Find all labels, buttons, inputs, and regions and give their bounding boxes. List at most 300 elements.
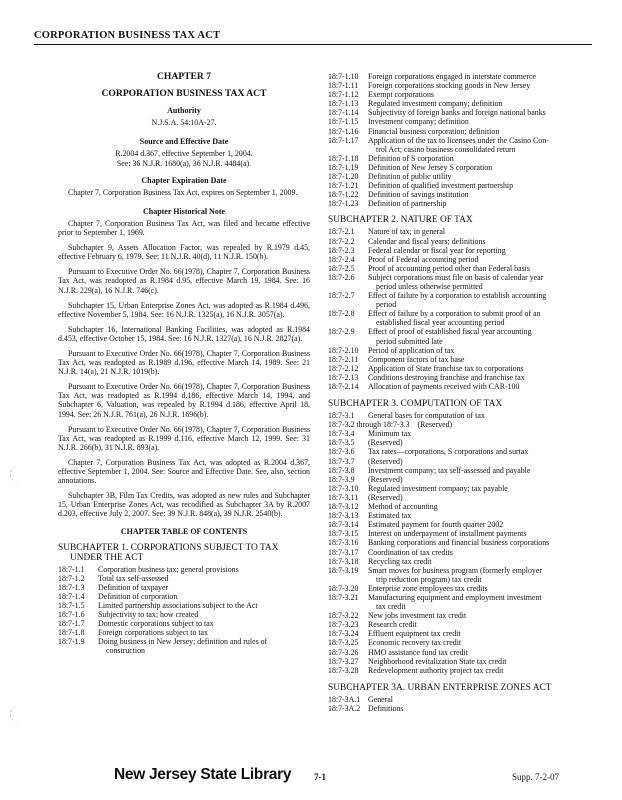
toc-entry [328, 629, 590, 638]
section-number: 18:7-3.25 [328, 638, 359, 648]
section-caption-text: Effect of proof of established fiscal year accounting [368, 327, 532, 337]
toc-entry [328, 227, 590, 236]
section-caption [368, 364, 590, 373]
section-number: 18:7-3.28 [328, 665, 359, 675]
section-caption-text: Foreign corporations stocking goods in New Jersey [368, 81, 531, 91]
section-number: 18:7-2.12 [328, 363, 359, 373]
section-caption-text: Foreign corporations subject to tax [98, 628, 209, 638]
section-caption-text: (Reserved) [368, 492, 403, 502]
section-caption [368, 638, 590, 647]
section-caption [368, 629, 590, 638]
section-number: 18:7-1.15 [328, 117, 359, 127]
toc-entry [328, 199, 590, 208]
section-caption [368, 99, 590, 108]
section-caption-text: Proof of Federal accounting period [368, 254, 479, 264]
section-number: 18:7-1.10 [328, 72, 359, 81]
subchapter-1-list [58, 565, 310, 656]
section-number: 18:7-1.8 [58, 628, 85, 638]
section-number: 18:7-1.19 [328, 162, 359, 172]
section-number: 18:7-3.19 [328, 565, 359, 575]
section-caption [368, 346, 590, 355]
section-caption [368, 566, 590, 584]
toc-entry [328, 566, 590, 584]
section-caption-text: Economic recovery tax credit [368, 638, 462, 648]
section-caption [368, 493, 590, 502]
section-caption-continuation: established fiscal year accounting period [376, 318, 505, 328]
section-caption-text: Definition of taxpayer [98, 582, 169, 592]
history-notes [58, 219, 310, 519]
section-caption [368, 548, 590, 557]
section-caption [368, 227, 590, 236]
section-number: 18:7-3.9 [328, 474, 355, 484]
toc-entry [58, 619, 310, 628]
section-caption [98, 619, 310, 628]
history-note: Subchapter 9, Assets Allocation Factor, was repealed by R.1979 d.45, effective February 6, 1979. See: 11 N.J.R. 40(d), 11 N.J.R. 150(b). [58, 243, 310, 262]
section-number: 18:7-2.7 [328, 291, 355, 301]
section-caption-text: Tax rates—corporations, S corporations and surtax [368, 447, 529, 457]
punch-hole-mark [10, 706, 27, 722]
section-number: 18:7-2.5 [328, 263, 355, 273]
history-note: Pursuant to Executive Order No. 66(1978), Chapter 7, Corporation Business Tax Act, was readopted as R.1999 d.116, effective March 12, 1999. See: 31 N.J.R. 266(b), 31 N.J.R. 893(a). [58, 424, 310, 452]
toc-entry [328, 557, 590, 566]
chapter-label: CHAPTER 7 [156, 71, 212, 82]
section-number: 18:7-1.4 [58, 591, 85, 601]
section-number: 18:7-3.12 [328, 502, 359, 512]
section-caption-text: Subject corporations must file on basis of calendar year [368, 272, 544, 282]
toc-entry [328, 255, 590, 264]
section-number: 18:7-1.14 [328, 108, 359, 118]
section-caption [368, 538, 590, 547]
toc-entry [328, 638, 590, 647]
section-number: 18:7-1.6 [58, 610, 85, 620]
section-caption-text: Regulated investment company; tax payable [368, 483, 508, 493]
section-caption [368, 466, 590, 475]
supplement-date: Supp. 7-2-07 [512, 772, 559, 782]
section-caption [368, 704, 590, 713]
section-caption-text: Effluent equipment tax credit [368, 629, 461, 639]
section-caption [368, 264, 590, 273]
subchapter-2-title: SUBCHAPTER 2. NATURE OF TAX [328, 215, 473, 226]
section-caption-text: Estimated tax [368, 511, 412, 521]
toc-entry [328, 493, 590, 502]
section-number: 18:7-3.10 [328, 483, 359, 493]
section-caption [98, 628, 310, 637]
section-caption-text: HMO assistance fund tax credit [368, 647, 468, 657]
section-caption [98, 565, 310, 574]
toc-entry [328, 438, 590, 447]
section-caption [368, 163, 590, 172]
toc-entry [328, 237, 590, 246]
punch-hole-mark [10, 466, 27, 482]
section-number: 18:7-1.7 [58, 619, 85, 629]
section-caption-text: Definition of savings institution [368, 190, 469, 200]
history-note: Subchapter 15, Urban Enterprise Zones Act, was adopted as R.1984 d.496, effective November 5, 1984. See: 16 N.J.R. 1325(a), 16 N.J.R. 3057(a). [58, 300, 310, 319]
section-number: 18:7-1.9 [58, 637, 85, 647]
section-caption-continuation: trip reduction program) tax credit [376, 574, 482, 584]
section-caption-text: Limited partnership associations subject to the Act [98, 600, 258, 610]
running-header: CORPORATION BUSINESS TAX ACT [34, 30, 221, 41]
section-number: 18:7-3.11 [328, 492, 359, 502]
section-number: 18:7-3.2 through 18:7-3.3 [328, 420, 410, 430]
section-caption-text: Definitions [368, 703, 404, 713]
section-caption [368, 136, 590, 154]
section-caption [368, 429, 590, 438]
section-caption-text: Application of State franchise tax to corporations [368, 363, 524, 373]
section-caption-text: Subjectivity to tax; how created [98, 610, 199, 620]
history-title: Chapter Historical Note [142, 206, 226, 216]
section-number: 18:7-2.1 [328, 227, 355, 237]
section-caption [368, 447, 590, 456]
toc-entry [328, 127, 590, 136]
toc-entry [328, 136, 590, 154]
section-caption [368, 355, 590, 364]
section-caption [368, 484, 590, 493]
section-caption-text: Effect of failure by a corporation to establish accounting [368, 291, 547, 301]
toc-entry [58, 637, 310, 655]
toc-entry [58, 601, 310, 610]
toc-entry [328, 172, 590, 181]
section-number: 18:7-3.7 [328, 456, 355, 466]
expiration-title: Chapter Expiration Date [141, 175, 227, 185]
section-caption [98, 592, 310, 601]
section-number: 18:7-1.21 [328, 181, 359, 191]
toc-entry [328, 117, 590, 126]
toc-entry [328, 695, 590, 704]
toc-entry [328, 291, 590, 309]
section-caption [368, 172, 590, 181]
section-caption [368, 411, 590, 420]
section-caption [368, 520, 590, 529]
toc-entry [328, 99, 590, 108]
section-caption-text: Federal calendar or fiscal year for reporting [368, 245, 506, 255]
toc-entry [328, 181, 590, 190]
toc-entry [328, 90, 590, 99]
toc-entry [328, 108, 590, 117]
toc-entry [58, 592, 310, 601]
section-caption-text: Minimum tax [368, 429, 412, 439]
toc-entry [328, 657, 590, 666]
section-caption-text: (Reserved) [417, 420, 453, 430]
toc-entry [328, 538, 590, 547]
section-caption [368, 666, 590, 675]
source-title: Source and Effective Date [139, 137, 229, 147]
section-caption [368, 190, 590, 199]
section-caption-text: Definition of partnership [368, 199, 447, 209]
history-note: Pursuant to Executive Order No. 66(1978), Chapter 7, Corporation Business Tax Act, was readopted as R.1989 d.196, effective March 14, 1989. See: 21 N.J.R. 14(a), 21 N.J.R. 1019(b). [58, 348, 310, 377]
section-number: 18:7-2.2 [328, 236, 355, 246]
section-number: 18:7-2.8 [328, 309, 355, 319]
section-caption [368, 81, 590, 90]
section-caption [368, 309, 590, 327]
toc-entry [328, 163, 590, 172]
section-caption-text: Manufacturing equipment and employment investment [368, 592, 542, 602]
section-caption [368, 593, 590, 611]
subchapter-1-title [58, 543, 310, 563]
section-caption [368, 657, 590, 666]
toc-entry [58, 565, 310, 574]
section-number: 18:7-3.17 [328, 547, 359, 557]
toc-entry [58, 610, 310, 619]
section-caption-text: Banking corporations and financial business corporations [368, 538, 550, 548]
section-caption-continuation: period [376, 300, 397, 310]
toc-entry [328, 420, 590, 429]
section-caption [368, 273, 590, 291]
section-number: 18:7-3.5 [328, 438, 355, 448]
toc-title: CHAPTER TABLE OF CONTENTS [120, 527, 248, 537]
source-text-2: See: 36 N.J.R. 1680(a), 36 N.J.R. 4484(a). [116, 158, 252, 168]
section-caption [368, 511, 590, 520]
section-caption [368, 382, 590, 391]
section-caption-continuation: construction [106, 646, 146, 656]
section-caption-text: Regulated investment company; definition [368, 99, 503, 109]
section-number: 18:7-3.23 [328, 620, 359, 630]
section-caption-text: Doing business in New Jersey; definition and rules of [98, 637, 268, 647]
section-caption [368, 199, 590, 208]
section-caption [368, 611, 590, 620]
section-number: 18:7-1.2 [58, 573, 85, 583]
section-number: 18:7-3.24 [328, 629, 359, 639]
toc-entry [328, 648, 590, 657]
section-caption-text: Investment company; definition [368, 117, 469, 127]
subchapter-3-list [328, 411, 590, 675]
section-number: 18:7-3.6 [328, 447, 355, 457]
section-caption [368, 584, 590, 593]
page-number: 7-1 [314, 772, 326, 782]
section-number: 18:7-3A.2 [328, 703, 361, 713]
section-number: 18:7-1.12 [328, 90, 359, 100]
section-caption [368, 181, 590, 190]
expiration-text: Chapter 7, Corporation Business Tax Act, expires on September 1, 2009. [68, 187, 298, 197]
section-caption [368, 154, 590, 163]
toc-entry [328, 593, 590, 611]
toc-entry [328, 529, 590, 538]
section-caption [368, 237, 590, 246]
subchapter-1-title-line1: SUBCHAPTER 1. CORPORATIONS SUBJECT TO TAX [58, 542, 279, 553]
section-number: 18:7-3.14 [328, 520, 359, 530]
authority-text: N.J.S.A. 54:10A-27. [151, 118, 217, 128]
section-number: 18:7-3.8 [328, 465, 355, 475]
section-caption [368, 291, 590, 309]
right-column [328, 72, 590, 713]
toc-entry [58, 574, 310, 583]
section-caption-text: Component factors of tax base [368, 354, 465, 364]
toc-entry [328, 520, 590, 529]
section-caption-text: General bases for computation of tax [368, 411, 485, 421]
section-caption-text: Coordination of tax credits [368, 547, 453, 557]
section-caption [368, 108, 590, 117]
section-caption [368, 529, 590, 538]
section-number: 18:7-1.11 [328, 81, 359, 91]
section-caption-text: Enterprise zone employees tax credits [368, 583, 488, 593]
subchapter-1-title-line2: UNDER THE ACT [70, 552, 144, 563]
toc-entry [328, 429, 590, 438]
toc-entry [328, 364, 590, 373]
section-caption [368, 502, 590, 511]
toc-entry [328, 373, 590, 382]
section-caption [98, 601, 310, 610]
history-note: Subchapter 3B, Film Tax Credits, was adopted as new rules and Subchapter 15, Urban Enterprise Zones Act, was recodified as Subchapter 3A by R.2007 d.203, effective July 2, 2007. See: 39 N.J.R. 848(a), 39 N.J.R. 2540(b). [58, 491, 310, 519]
section-number: 18:7-1.20 [328, 172, 359, 182]
toc-entry [328, 502, 590, 511]
section-number: 18:7-3.20 [328, 583, 359, 593]
section-number: 18:7-1.16 [328, 126, 359, 136]
section-caption-text: (Reserved) [368, 474, 403, 484]
section-caption-text: Conditions destroying franchise and franchise tax [368, 372, 525, 382]
section-number: 18:7-1.17 [328, 135, 359, 145]
section-caption [368, 620, 590, 629]
section-number: 18:7-3.22 [328, 611, 359, 621]
section-caption-continuation: period unless otherwise permitted [376, 281, 483, 291]
section-caption [368, 117, 590, 126]
history-note: Pursuant to Executive Order No. 66(1978), Chapter 7, Corporation Business Tax Act, was readopted as R.1984 d.95, effective March 19, 1984. See: 16 N.J.R. 229(a), 16 N.J.R. 746(c). [58, 267, 310, 295]
section-caption-continuation: period submitted late [376, 336, 443, 346]
section-caption-text: Allocation of payments received with CAR-100 [368, 382, 520, 391]
section-caption [368, 475, 590, 484]
section-caption-text: Corporation business tax; general provisions [98, 564, 239, 574]
section-caption-text: Interest on underpayment of installment payments [368, 529, 527, 539]
toc-entry [328, 704, 590, 713]
history-note: Subchapter 16, International Banking Facilities, was adopted as R.1984 d.453, effective October 15, 1984. See: 16 N.J.R. 1327(a), 16 N.J.R. 2827(a). [58, 324, 310, 343]
section-caption [368, 648, 590, 657]
toc-entry [328, 611, 590, 620]
section-caption [368, 127, 590, 136]
section-caption-continuation: tax credit [376, 602, 406, 612]
history-note: Pursuant to Executive Order No. 66(1978), Chapter 7, Corporation Business Tax Act, was readopted as R.1994 d.186, effective March 14, 1994, and Subchapter 6, Valuation, was repealed by R.1994 d.186, effective April 18, 1994. See: 26 N.J.R. 761(a), 26 N.J.R. 1696(b). [58, 382, 310, 419]
section-caption [98, 583, 310, 592]
chapter-title: CORPORATION BUSINESS TAX ACT [101, 88, 267, 100]
section-caption-continuation: trol Act; casino business consolidated return [376, 144, 516, 154]
section-caption [368, 90, 590, 99]
library-stamp: New Jersey State Library [114, 766, 292, 783]
section-caption-text: (Reserved) [368, 438, 403, 448]
section-number: 18:7-1.5 [58, 600, 85, 610]
toc-entry [328, 411, 590, 420]
section-caption-text: Estimated payment for fourth quarter 2002 [368, 520, 504, 530]
section-caption-text: Application of the tax to licensees under the Casino Con- [368, 135, 549, 145]
section-number: 18:7-1.3 [58, 582, 85, 592]
section-number: 18:7-2.13 [328, 372, 359, 382]
section-number: 18:7-3.26 [328, 647, 359, 657]
section-caption-text: Proof of accounting period other than Federal basis [368, 263, 530, 273]
toc-entry [328, 447, 590, 456]
section-caption [98, 637, 310, 655]
section-caption-text: Effect of failure by a corporation to submit proof of an [368, 309, 541, 319]
toc-entry [328, 620, 590, 629]
section-caption [98, 574, 310, 583]
toc-entry [58, 628, 310, 637]
subchapter-2-list [328, 227, 590, 391]
toc-entry [328, 484, 590, 493]
section-caption-text: Recycling tax credit [368, 556, 432, 566]
toc-entry [328, 327, 590, 345]
toc-entry [328, 72, 590, 81]
section-number: 18:7-3A.1 [328, 694, 361, 704]
toc-entry [328, 548, 590, 557]
section-caption-text: Definition of public utility [368, 172, 452, 182]
section-caption [418, 420, 590, 429]
section-caption-text: Neighborhood revitalization State tax credit [368, 656, 507, 666]
subchapter-3a-title: SUBCHAPTER 3A. URBAN ENTERPRISE ZONES ACT [328, 682, 552, 693]
section-number: 18:7-1.13 [328, 99, 359, 109]
section-caption [368, 327, 590, 345]
section-caption-text: Exempt corporations [368, 90, 434, 100]
section-number: 18:7-2.4 [328, 254, 355, 264]
section-caption [368, 255, 590, 264]
section-caption-text: Research credit [368, 620, 417, 630]
section-caption-text: Subjectivity of foreign banks and foreign national banks [368, 108, 546, 118]
toc-entry [328, 457, 590, 466]
section-number: 18:7-3.15 [328, 529, 359, 539]
section-caption-text: Method of accounting [368, 502, 438, 512]
section-caption-text: (Reserved) [368, 456, 403, 466]
toc-entry [328, 475, 590, 484]
section-number: 18:7-3.4 [328, 429, 355, 439]
section-caption-text: Investment company; tax self-assessed and payable [368, 465, 531, 475]
section-number: 18:7-2.10 [328, 345, 359, 355]
section-number: 18:7-3.21 [328, 592, 359, 602]
section-caption [368, 246, 590, 255]
toc-entry [328, 466, 590, 475]
toc-entry [328, 264, 590, 273]
section-caption-text: Redevelopment authority project tax credit [368, 665, 504, 675]
toc-entry [328, 154, 590, 163]
toc-entry [328, 382, 590, 391]
section-number: 18:7-1.1 [58, 564, 85, 574]
section-number: 18:7-3.27 [328, 656, 359, 666]
section-number: 18:7-3.16 [328, 538, 359, 548]
section-caption [368, 557, 590, 566]
subchapter-3a-list [328, 695, 590, 713]
section-number: 18:7-2.6 [328, 272, 355, 282]
section-caption-text: Total tax self-assessed [98, 573, 169, 583]
toc-entry [328, 666, 590, 675]
section-caption-text: Domestic corporations subject to tax [98, 619, 214, 629]
source-text-1: R.2004 d.367, effective September 1, 2004. [115, 149, 253, 159]
toc-entry [328, 355, 590, 364]
section-number: 18:7-1.22 [328, 190, 359, 200]
toc-entry [328, 190, 590, 199]
section-number: 18:7-2.3 [328, 245, 355, 255]
authority-title: Authority [167, 106, 201, 116]
toc-entry [328, 511, 590, 520]
section-caption-text: Financial business corporation; definition [368, 126, 500, 136]
section-caption-text: Period of application of tax [368, 345, 455, 355]
section-number: 18:7-3.1 [328, 411, 355, 421]
section-number: 18:7-1.23 [328, 199, 359, 209]
section-caption [368, 373, 590, 382]
section-caption-text: Definition of S corporation [368, 153, 454, 163]
section-caption-text: Definition of qualified investment partnership [368, 181, 514, 191]
section-caption-text: General [368, 694, 393, 704]
toc-entry [328, 309, 590, 327]
section-number: 18:7-3.18 [328, 556, 359, 566]
toc-entry [328, 584, 590, 593]
section-caption-text: Nature of tax; in general [368, 227, 446, 237]
toc-entry [58, 583, 310, 592]
left-column [58, 70, 310, 656]
subchapter-3-title: SUBCHAPTER 3. COMPUTATION OF TAX [328, 399, 503, 410]
section-number: 18:7-2.14 [328, 382, 359, 391]
history-note: Chapter 7, Corporation Business Tax Act, was adopted as R.2004 d.367, effective September 1, 2004. See: Source and Effective Date. See, also, section annotations. [58, 457, 310, 486]
section-caption [368, 457, 590, 466]
header-rule [34, 44, 592, 45]
section-number: 18:7-2.11 [328, 354, 359, 364]
section-caption-text: Definition of New Jersey S corporation [368, 162, 493, 172]
section-number: 18:7-2.9 [328, 327, 355, 337]
section-caption-text: Definition of corporation [98, 591, 178, 601]
section-caption [98, 610, 310, 619]
section-caption-text: Calendar and fiscal years; definitions [368, 236, 486, 246]
